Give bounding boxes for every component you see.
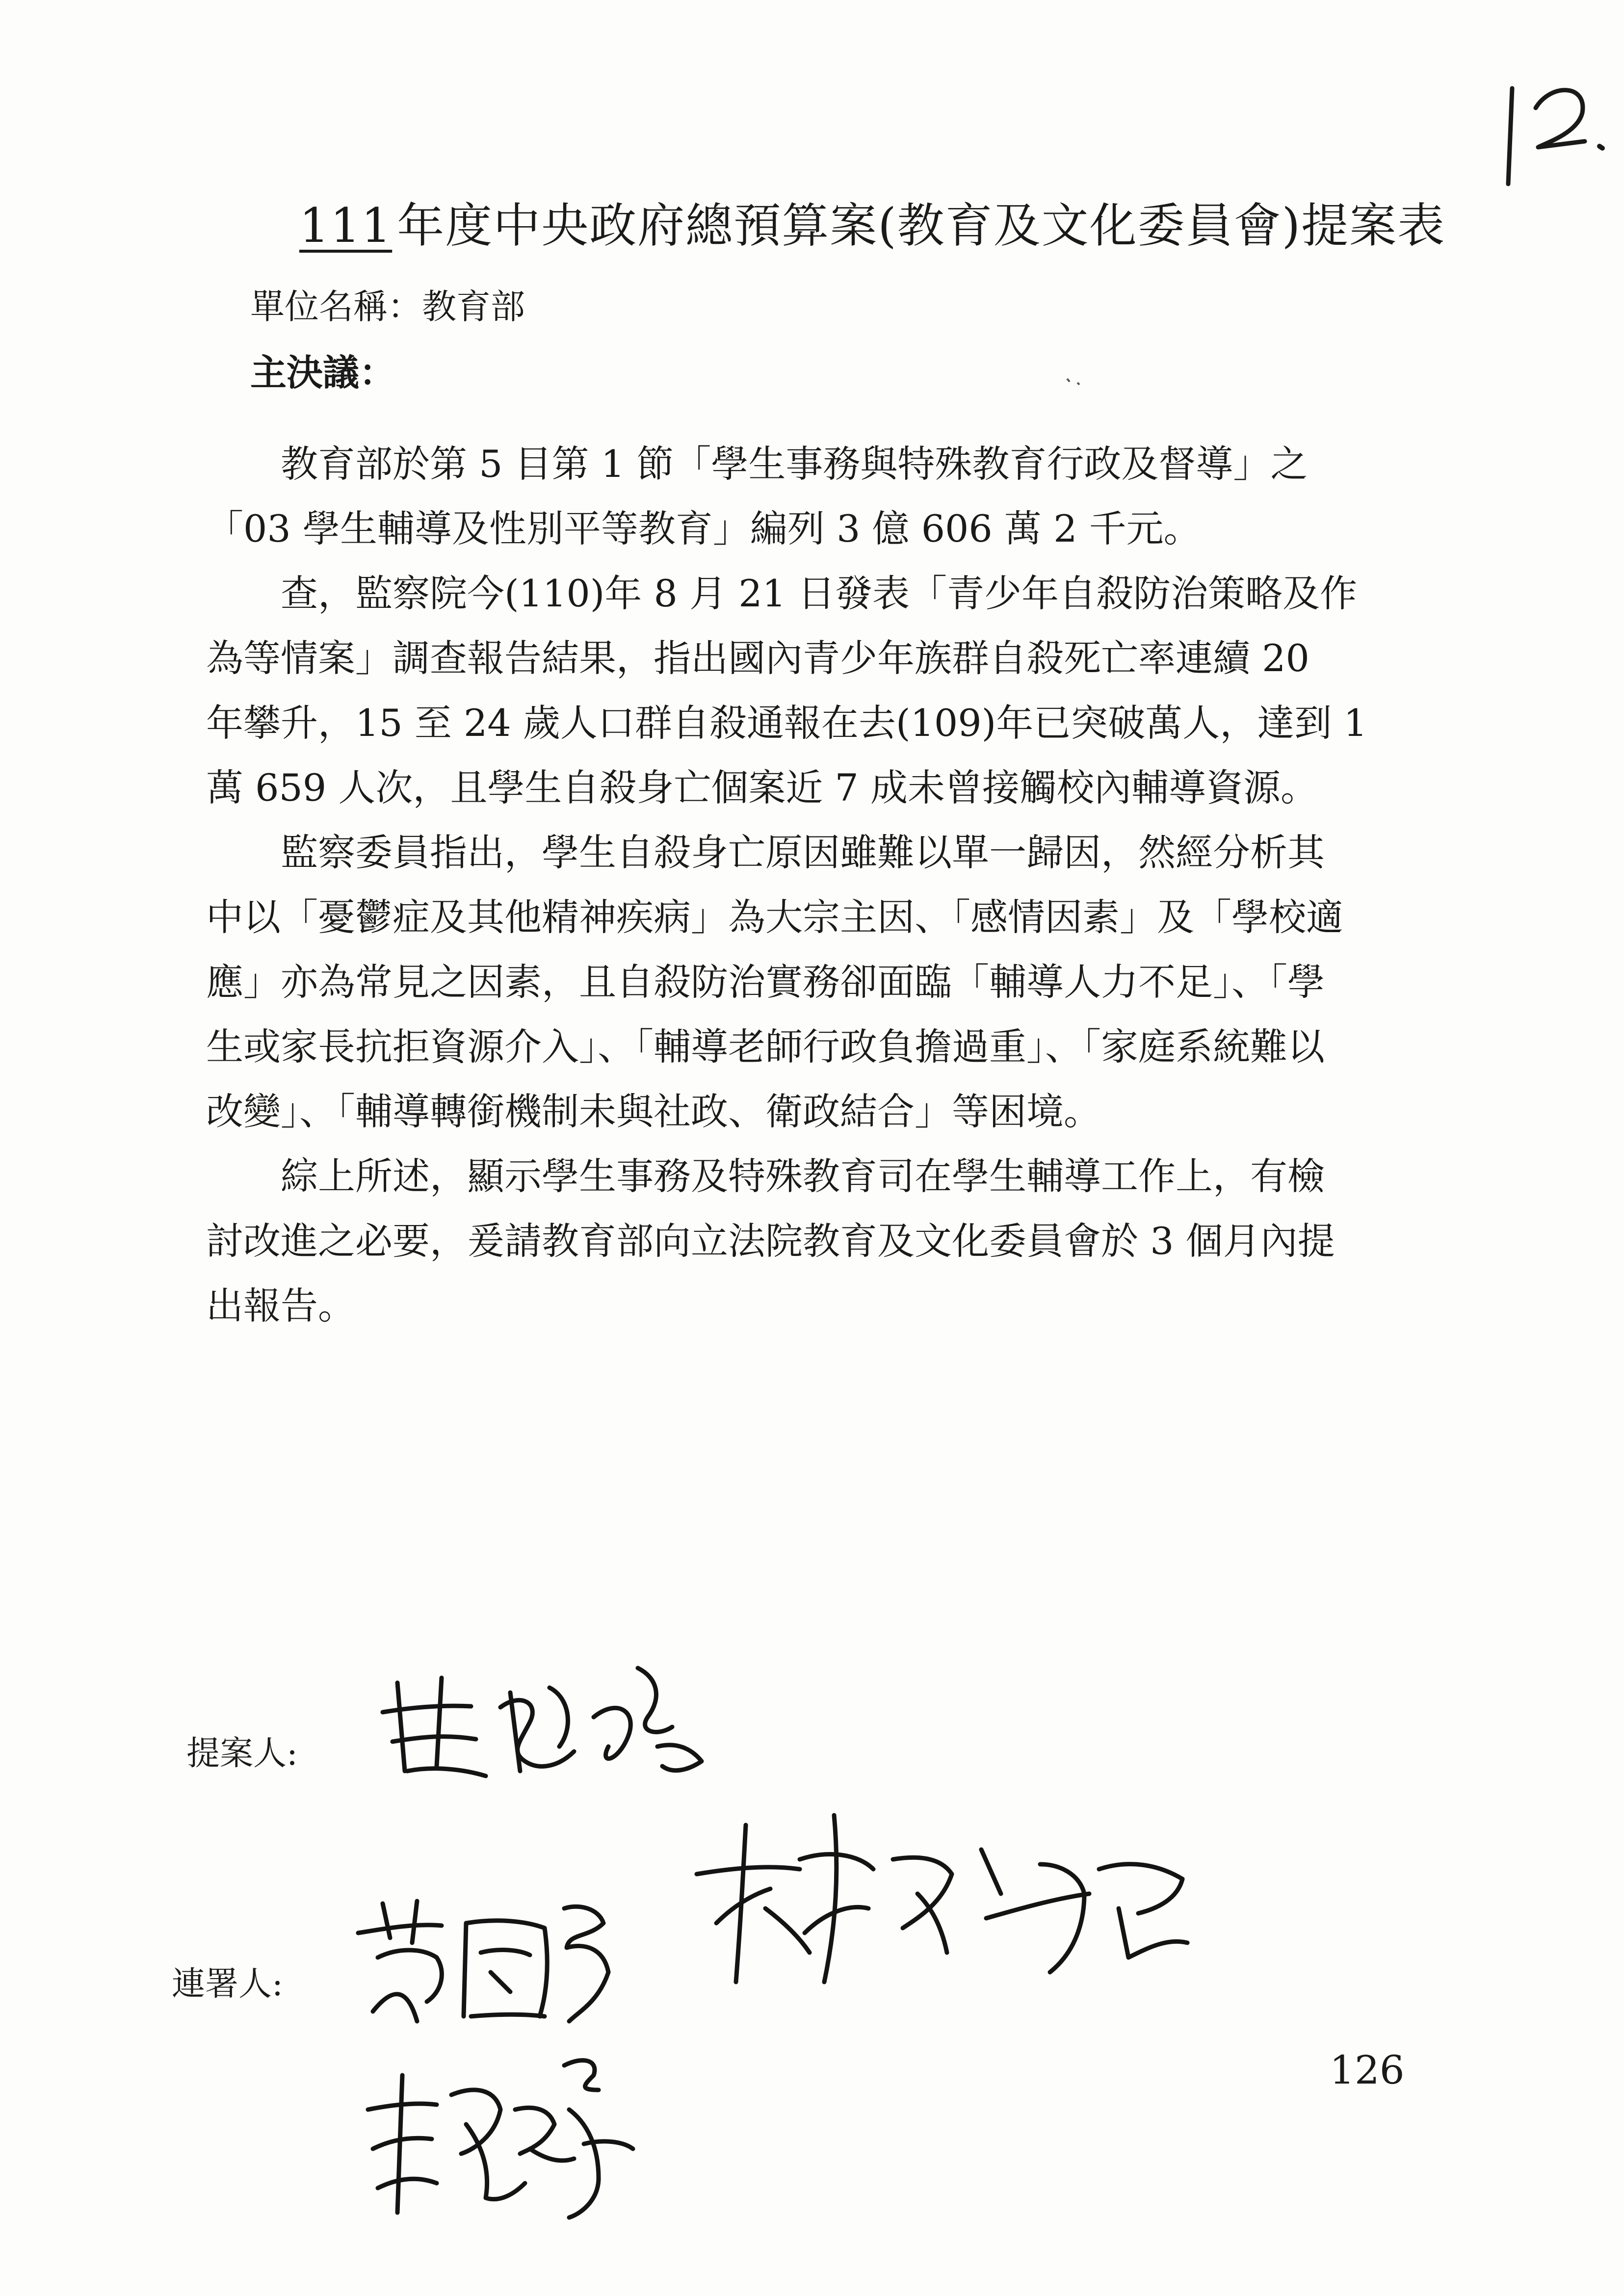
body-line: 應」亦為常見之因素，且自殺防治實務卻面臨「輔導人力不足」、「學 [206, 960, 1325, 1004]
page-number: 126 [1330, 2047, 1405, 2093]
cosigner-signature-1 [343, 1874, 623, 2036]
cosigner-label: 連署人: [172, 1965, 283, 2004]
body-line: 為等情案」調查報告結果，指出國內青少年族群自殺死亡率連續 20 [206, 636, 1310, 680]
resolution-heading: 主決議： [250, 352, 395, 394]
cosigner-signature-2 [687, 1796, 1202, 2002]
title-text: 年度中央政府總預算案(教育及文化委員會)提案表 [397, 198, 1446, 253]
body-line: 萬 659 人次，且學生自殺身亡個案近 7 成未曾接觸校內輔導資源。 [206, 766, 1318, 809]
body-line: 改變」、「輔導轉銜機制未與社政、衛政結合」等困境。 [206, 1090, 1101, 1133]
body-line: 中以「憂鬱症及其他精神疾病」為大宗主因、「感情因素」及「學校適 [206, 895, 1343, 939]
document-title [294, 194, 1472, 258]
body-line: 綜上所述，顯示學生事務及特殊教育司在學生輔導工作上，有檢 [206, 1154, 1325, 1198]
body-line: 出報告。 [206, 1284, 355, 1328]
body-line: 討改進之必要，爰請教育部向立法院教育及文化委員會於 3 個月內提 [206, 1219, 1335, 1263]
body-line: 監察委員指出，學生自殺身亡原因雖難以單一歸因，然經分析其 [206, 831, 1325, 874]
corner-mark [1501, 74, 1614, 191]
resolution-body [206, 432, 1384, 1338]
body-line: 年攀升，15 至 24 歲人口群自殺通報在去(109)年已突破萬人，達到 1 [206, 701, 1367, 745]
unit-value: 教育部 [422, 287, 525, 327]
unit-label: 單位名稱： [250, 287, 422, 327]
body-line: 教育部於第 5 目第 1 節「學生事務與特殊教育行政及督導」之 [206, 442, 1308, 486]
body-line: 「03 學生輔導及性別平等教育」編列 3 億 606 萬 2 千元。 [206, 507, 1201, 550]
body-line: 查，監察院今(110)年 8 月 21 日發表「青少年自殺防治策略及作 [206, 572, 1358, 615]
body-line: 生或家長抗拒資源介入」、「輔導老師行政負擔過重」、「家庭系統難以 [206, 1025, 1325, 1069]
proposer-label: 提案人: [186, 1734, 298, 1773]
scan-speck [1065, 373, 1084, 388]
cosigner-signature-3 [353, 2036, 643, 2227]
unit-line [250, 282, 525, 331]
title-year: 111 [299, 198, 393, 253]
proposer-signature [363, 1648, 716, 1796]
